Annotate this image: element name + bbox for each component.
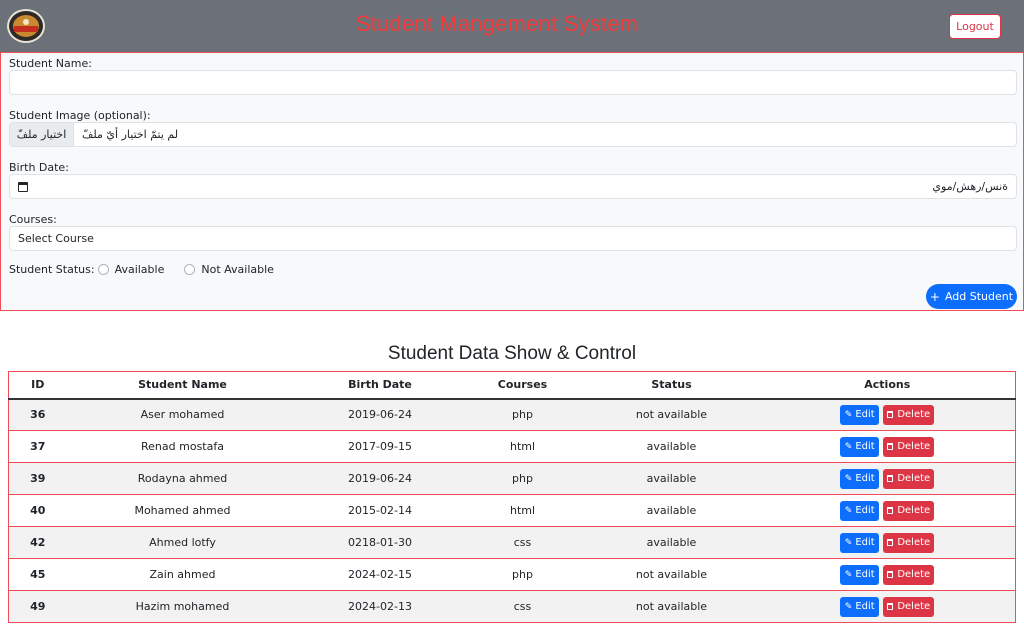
logout-button[interactable]: Logout (949, 14, 1001, 39)
cell-course: php (462, 463, 584, 495)
cell-id: 49 (9, 591, 67, 623)
cell-birth: 2024-02-15 (299, 559, 462, 591)
delete-label: Delete (897, 473, 931, 484)
plus-icon: + (929, 289, 940, 304)
file-status-text: لم يتمّ اختيار أيّ ملفّ (82, 128, 179, 141)
pencil-icon: ✎ (844, 409, 853, 420)
cell-course: html (462, 495, 584, 527)
delete-button[interactable] (883, 533, 934, 553)
cell-name: Mohamed ahmed (67, 495, 299, 527)
edit-button[interactable] (840, 597, 879, 617)
cell-course: php (462, 399, 584, 431)
choose-file-button[interactable]: اختيار ملفّ (10, 123, 74, 146)
cell-status: available (584, 495, 760, 527)
top-navbar (0, 0, 1024, 52)
table-header-row (9, 372, 1016, 399)
cell-birth: 2019-06-24 (299, 463, 462, 495)
cell-id: 42 (9, 527, 67, 559)
delete-button[interactable] (883, 437, 934, 457)
logo[interactable] (7, 9, 45, 43)
cell-actions (760, 399, 1016, 431)
edit-label: Edit (855, 441, 875, 452)
pencil-icon: ✎ (844, 537, 853, 548)
delete-button[interactable] (883, 597, 934, 617)
cell-name: Hazim mohamed (67, 591, 299, 623)
edit-label: Edit (855, 409, 875, 421)
birth-date-input[interactable] (9, 174, 1017, 199)
cell-course: html (462, 431, 584, 463)
cell-id: 37 (9, 431, 67, 463)
cell-course: css (462, 527, 584, 559)
edit-label: Edit (855, 505, 875, 516)
courses-label: Courses: (9, 213, 57, 226)
add-student-label: Add Student (944, 290, 1014, 303)
table-row (9, 591, 1016, 623)
cell-status: available (584, 463, 760, 495)
table-row (9, 431, 1016, 463)
delete-label: Delete (897, 537, 931, 548)
edit-button[interactable] (840, 437, 879, 457)
student-image-file-input[interactable] (9, 122, 1017, 147)
courses-select[interactable]: Select Course (9, 226, 1017, 251)
delete-button[interactable] (883, 405, 934, 425)
delete-button[interactable] (883, 501, 934, 521)
trash-icon (887, 475, 893, 482)
student-image-label: Student Image (optional): (9, 109, 151, 122)
birth-date-placeholder: ةنس/رهش/موي (932, 180, 1008, 193)
pencil-icon: ✎ (844, 601, 853, 612)
student-status-group (9, 263, 274, 276)
trash-icon (887, 443, 893, 450)
edit-button[interactable] (840, 501, 879, 521)
cell-birth: 2024-02-13 (299, 591, 462, 623)
cell-birth: 2017-09-15 (299, 431, 462, 463)
cell-actions (760, 527, 1016, 559)
edit-label: Edit (855, 569, 875, 580)
table-row (9, 495, 1016, 527)
table-title: Student Data Show & Control (387, 343, 637, 364)
edit-label: Edit (855, 601, 875, 612)
trash-icon (887, 603, 893, 610)
cell-name: Rodayna ahmed (67, 463, 299, 495)
col-courses-header: Courses (462, 372, 584, 399)
cell-status: not available (584, 559, 760, 591)
col-birth-header: Birth Date (299, 372, 462, 399)
pencil-icon: ✎ (844, 441, 853, 452)
status-available-label[interactable]: Available (114, 263, 165, 276)
trash-icon (887, 571, 893, 578)
cell-id: 40 (9, 495, 67, 527)
cell-birth: 2019-06-24 (299, 399, 462, 431)
cell-status: not available (584, 399, 760, 431)
cell-actions (760, 463, 1016, 495)
status-not-available-label[interactable]: Not Available (201, 263, 274, 276)
trash-icon (887, 539, 893, 546)
cell-status: available (584, 431, 760, 463)
edit-button[interactable] (840, 469, 879, 489)
logo-band (14, 26, 38, 32)
app-title: Student Mangement System (355, 11, 639, 36)
add-student-form (0, 52, 1024, 311)
pencil-icon: ✎ (844, 569, 853, 580)
pencil-icon: ✎ (844, 473, 853, 484)
status-not-available-radio[interactable] (184, 264, 195, 275)
student-name-input[interactable] (9, 70, 1017, 95)
delete-label: Delete (897, 441, 931, 452)
status-available-radio[interactable] (98, 264, 109, 275)
cell-name: Renad mostafa (67, 431, 299, 463)
cell-actions (760, 495, 1016, 527)
col-id-header: ID (9, 372, 67, 399)
logo-dot (23, 19, 29, 25)
edit-label: Edit (855, 537, 875, 548)
trash-icon (887, 411, 893, 418)
pencil-icon: ✎ (844, 505, 853, 516)
add-student-button[interactable] (926, 284, 1017, 309)
cell-id: 39 (9, 463, 67, 495)
table-row (9, 399, 1016, 431)
edit-button[interactable] (840, 533, 879, 553)
cell-id: 36 (9, 399, 67, 431)
cell-course: css (462, 591, 584, 623)
table-row (9, 527, 1016, 559)
cell-name: Ahmed lotfy (67, 527, 299, 559)
edit-button[interactable] (840, 565, 879, 585)
edit-label: Edit (855, 473, 875, 484)
col-status-header: Status (584, 372, 760, 399)
student-name-label: Student Name: (9, 57, 92, 70)
delete-button[interactable] (883, 469, 934, 489)
delete-label: Delete (897, 569, 931, 580)
calendar-icon[interactable] (18, 182, 28, 192)
birth-date-label: Birth Date: (9, 161, 69, 174)
col-name-header: Student Name (67, 372, 299, 399)
table-row (9, 463, 1016, 495)
delete-button[interactable] (883, 565, 934, 585)
cell-status: not available (584, 591, 760, 623)
cell-name: Aser mohamed (67, 399, 299, 431)
delete-label: Delete (897, 505, 931, 516)
cell-id: 45 (9, 559, 67, 591)
col-actions-header: Actions (760, 372, 1016, 399)
cell-actions (760, 559, 1016, 591)
cell-actions (760, 591, 1016, 623)
cell-course: php (462, 559, 584, 591)
cell-birth: 2015-02-14 (299, 495, 462, 527)
edit-button[interactable] (840, 405, 879, 425)
cell-actions (760, 431, 1016, 463)
cell-name: Zain ahmed (67, 559, 299, 591)
cell-status: available (584, 527, 760, 559)
students-table (8, 371, 1016, 623)
student-status-label: Student Status: (9, 263, 95, 276)
trash-icon (887, 507, 893, 514)
delete-label: Delete (897, 409, 931, 421)
table-row (9, 559, 1016, 591)
delete-label: Delete (897, 601, 931, 612)
cell-birth: 0218-01-30 (299, 527, 462, 559)
